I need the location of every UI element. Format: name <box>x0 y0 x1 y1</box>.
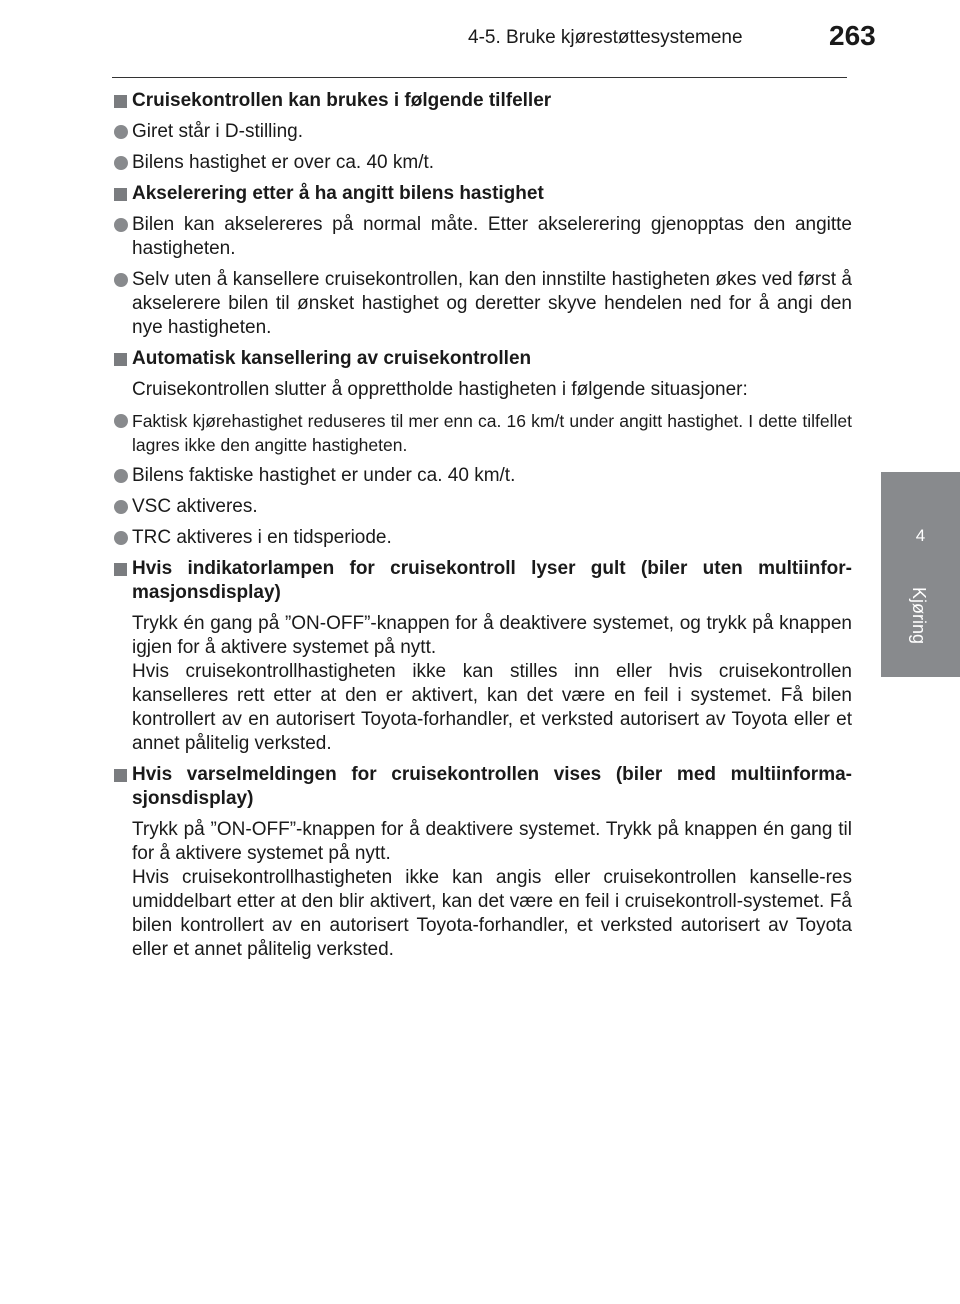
page-number: 263 <box>829 20 876 51</box>
square-bullet-icon <box>114 769 127 782</box>
list-item <box>112 213 852 261</box>
chapter-tab <box>881 472 960 677</box>
section-title: 4-5. Bruke kjørestøttesystemene <box>468 27 743 48</box>
section-heading <box>112 557 852 605</box>
page-content <box>112 89 852 969</box>
section-heading <box>112 763 852 811</box>
list-item <box>112 268 852 340</box>
circle-bullet-icon <box>114 156 128 170</box>
square-bullet-icon <box>114 563 127 576</box>
section-paragraph: Trykk på ”ON-OFF”-knappen for å deaktivere systemet. Trykk på knappen én gang til for å aktivere systemet på nytt. Hvis cruisekontrollhastigheten ikke kan angis eller cruisekontrollen kanselle-res umiddelbart etter at den blir aktivert, kan det være en feil i cruisekontroll-systemet. Få bilen kontrollert av en autorisert Toyota-forhandler, et verksted autorisert av Toyota eller et annet pålitelig verksted. <box>132 819 852 960</box>
list-item <box>112 409 852 457</box>
list-item <box>112 120 852 144</box>
list-item <box>112 151 852 175</box>
section-paragraph: Trykk én gang på ”ON-OFF”-knappen for å deaktivere systemet, og trykk på knappen igjen for å aktivere systemet på nytt. Hvis cruisekontrollhastigheten ikke kan stilles inn eller hvis cruisekontrollen kanselleres rett etter at den er aktivert, kan det være en feil i systemet. Få bilen kontrollert av en autorisert Toyota-forhandler, et verksted autorisert av Toyota eller et annet pålitelig verksted. <box>132 613 852 754</box>
chapter-label: Kjøring <box>909 587 929 645</box>
square-bullet-icon <box>114 188 127 201</box>
circle-bullet-icon <box>114 469 128 483</box>
circle-bullet-icon <box>114 500 128 514</box>
section-heading <box>112 89 852 113</box>
heading-text: Automatisk kansellering av cruisekontrollen <box>132 348 532 369</box>
list-item-text: Bilen kan akselereres på normal måte. Etter akselerering gjenopptas den angitte hastigheten. <box>132 214 852 259</box>
section-heading <box>112 182 852 206</box>
circle-bullet-icon <box>114 273 128 287</box>
list-item-text: VSC aktiveres. <box>132 496 258 517</box>
list-item <box>112 526 852 550</box>
header-divider <box>112 77 847 78</box>
circle-bullet-icon <box>114 531 128 545</box>
circle-bullet-icon <box>114 414 128 428</box>
list-item <box>112 464 852 488</box>
section-intro: Cruisekontrollen slutter å opprettholde hastigheten i følgende situasjoner: <box>132 379 748 400</box>
list-item-text: Bilens hastighet er over ca. 40 km/t. <box>132 152 435 173</box>
heading-text: Cruisekontrollen kan brukes i følgende tilfeller <box>132 90 552 111</box>
circle-bullet-icon <box>114 125 128 139</box>
section-heading <box>112 347 852 371</box>
heading-text: Akselerering etter å ha angitt bilens hastighet <box>132 183 544 204</box>
heading-text: Hvis varselmeldingen for cruisekontrollen vises (biler med multiinforma-sjonsdisplay) <box>132 764 852 809</box>
list-item-text: Faktisk kjørehastighet reduseres til mer enn ca. 16 km/t under angitt hastighet. I dette tilfellet lagres ikke den angitte hastigheten. <box>132 411 852 455</box>
list-item-text: Selv uten å kansellere cruisekontrollen, kan den innstilte hastigheten økes ved først å akselerere bilen til ønsket hastighet og deretter skyve hendelen ned for å angi den nye hastigheten. <box>132 269 852 338</box>
square-bullet-icon <box>114 353 127 366</box>
list-item-text: Giret står i D-stilling. <box>132 121 304 142</box>
square-bullet-icon <box>114 95 127 108</box>
list-item-text: Bilens faktiske hastighet er under ca. 40 km/t. <box>132 465 516 486</box>
list-item <box>112 495 852 519</box>
chapter-number: 4 <box>915 526 926 545</box>
heading-text: Hvis indikatorlampen for cruisekontroll lyser gult (biler uten multiinfor-masjonsdisplay) <box>132 558 852 603</box>
list-item-text: TRC aktiveres i en tidsperiode. <box>132 527 392 548</box>
circle-bullet-icon <box>114 218 128 232</box>
